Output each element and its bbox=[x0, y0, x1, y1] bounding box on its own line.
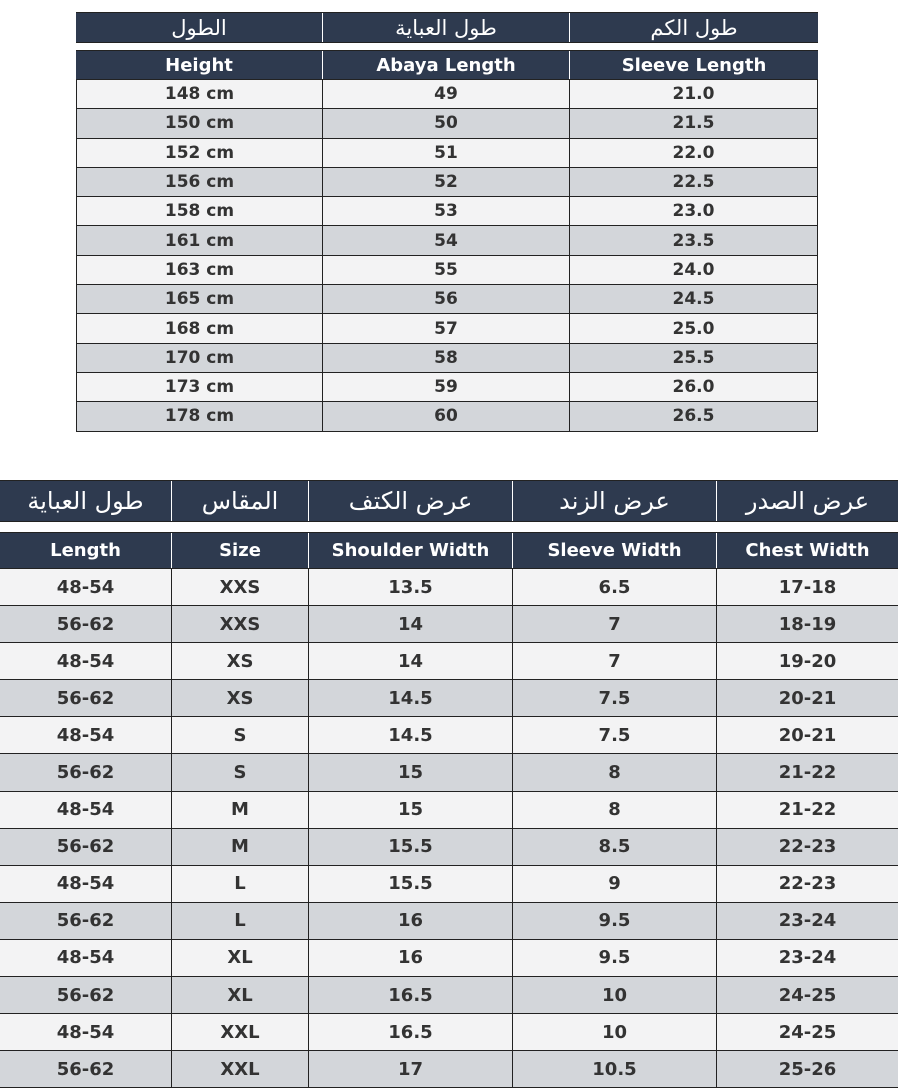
table-cell: 51 bbox=[323, 139, 570, 167]
table-cell: 56-62 bbox=[0, 606, 172, 642]
table-cell: 7 bbox=[513, 643, 717, 679]
table-cell: 22-23 bbox=[778, 873, 837, 895]
table-cell: XXL bbox=[172, 1051, 309, 1087]
table-cell: 165 cm bbox=[77, 285, 323, 313]
header-height: Height bbox=[76, 51, 323, 79]
table-cell: 54 bbox=[323, 226, 570, 254]
table-cell: 173 cm bbox=[77, 373, 323, 401]
table-row bbox=[0, 1013, 898, 1050]
arabic-header-shoulder-width: عرض الكتف bbox=[309, 481, 513, 521]
table-row bbox=[77, 372, 817, 401]
table-cell: 148 cm bbox=[77, 80, 323, 108]
table-cell: 7.5 bbox=[513, 717, 717, 753]
table-row bbox=[77, 225, 817, 254]
arabic-header-chest-width: عرض الصدر bbox=[745, 487, 870, 515]
table-cell: 20-21 bbox=[778, 724, 837, 746]
table-cell: 59 bbox=[323, 373, 570, 401]
size-measurements-table bbox=[0, 480, 898, 1088]
arabic-header-row bbox=[76, 12, 818, 43]
table-row bbox=[77, 196, 817, 225]
table-cell: 53 bbox=[323, 197, 570, 225]
table-cell: 168 cm bbox=[77, 314, 323, 342]
table-body bbox=[0, 568, 898, 1088]
table-cell: 161 cm bbox=[77, 226, 323, 254]
table-row bbox=[77, 284, 817, 313]
table-cell: M bbox=[172, 792, 309, 828]
table-row bbox=[0, 865, 898, 902]
table-cell: 56 bbox=[323, 285, 570, 313]
table-cell: 24-25 bbox=[778, 984, 837, 1006]
table-cell: 23.0 bbox=[672, 201, 715, 222]
table-cell: 23-24 bbox=[778, 910, 837, 932]
table-cell: 26.0 bbox=[672, 377, 715, 398]
table-cell: 21-22 bbox=[778, 762, 837, 784]
height-size-table bbox=[76, 12, 818, 432]
table-cell: 19-20 bbox=[778, 650, 837, 672]
table-cell: L bbox=[172, 866, 309, 902]
table-cell: 17 bbox=[309, 1051, 513, 1087]
table-cell: 52 bbox=[323, 168, 570, 196]
table-cell: 56-62 bbox=[0, 903, 172, 939]
table-row bbox=[0, 1050, 898, 1087]
table-cell: 14.5 bbox=[309, 680, 513, 716]
arabic-header-length: طول العباية bbox=[0, 481, 172, 521]
arabic-header-abaya-length: طول العباية bbox=[323, 13, 570, 42]
table-row bbox=[77, 79, 817, 108]
header-row bbox=[0, 532, 898, 568]
table-row bbox=[0, 605, 898, 642]
table-cell: 48-54 bbox=[0, 643, 172, 679]
table-cell: 48-54 bbox=[0, 866, 172, 902]
table-cell: 56-62 bbox=[0, 977, 172, 1013]
table-cell: 15 bbox=[309, 754, 513, 790]
table-cell: 56-62 bbox=[0, 829, 172, 865]
table-cell: 152 cm bbox=[77, 139, 323, 167]
table-cell: XL bbox=[172, 940, 309, 976]
table-cell: 9.5 bbox=[513, 903, 717, 939]
table-cell: 21.0 bbox=[672, 84, 715, 105]
table-cell: 21-22 bbox=[778, 799, 837, 821]
table-cell: 9.5 bbox=[513, 940, 717, 976]
table-row bbox=[0, 753, 898, 790]
table-row bbox=[77, 401, 817, 430]
table-cell: 23.5 bbox=[672, 230, 715, 251]
table-row bbox=[77, 108, 817, 137]
table-cell: 24-25 bbox=[778, 1021, 837, 1043]
header-length: Length bbox=[0, 533, 172, 568]
table-cell: 8 bbox=[513, 754, 717, 790]
table-cell: 24.0 bbox=[672, 259, 715, 280]
arabic-header-size: المقاس bbox=[172, 481, 309, 521]
table-cell: 21.5 bbox=[672, 113, 715, 134]
table-cell: 56-62 bbox=[0, 1051, 172, 1087]
table-cell: 48-54 bbox=[0, 940, 172, 976]
table-cell: 16.5 bbox=[309, 1014, 513, 1050]
header-shoulder-width: Shoulder Width bbox=[309, 533, 513, 568]
table-cell: 15.5 bbox=[309, 829, 513, 865]
header-sleeve-length: Sleeve Length bbox=[621, 54, 767, 76]
table-row bbox=[0, 568, 898, 605]
table-cell: M bbox=[172, 829, 309, 865]
table-cell: 17-18 bbox=[778, 576, 837, 598]
table-cell: 10 bbox=[513, 1014, 717, 1050]
table-cell: 14 bbox=[309, 606, 513, 642]
table-row bbox=[0, 976, 898, 1013]
table-cell: 56-62 bbox=[0, 680, 172, 716]
table-row bbox=[0, 716, 898, 753]
table-cell: 24.5 bbox=[672, 289, 715, 310]
table-cell: 25-26 bbox=[778, 1058, 837, 1080]
table-cell: 13.5 bbox=[309, 569, 513, 605]
table-row bbox=[0, 642, 898, 679]
table-row bbox=[0, 902, 898, 939]
table-cell: 48-54 bbox=[0, 569, 172, 605]
table-cell: 48-54 bbox=[0, 1014, 172, 1050]
table-cell: XS bbox=[172, 680, 309, 716]
table-cell: 60 bbox=[323, 402, 570, 430]
table-cell: 16 bbox=[309, 903, 513, 939]
table-cell: 22.5 bbox=[672, 172, 715, 193]
table-cell: 14 bbox=[309, 643, 513, 679]
table-cell: 49 bbox=[323, 80, 570, 108]
table-cell: S bbox=[172, 754, 309, 790]
table-cell: 48-54 bbox=[0, 717, 172, 753]
table-cell: 25.5 bbox=[672, 347, 715, 368]
arabic-header-sleeve-length: طول الكم bbox=[650, 15, 738, 40]
table-cell: 163 cm bbox=[77, 256, 323, 284]
table-row bbox=[77, 255, 817, 284]
table-body bbox=[76, 79, 818, 432]
table-cell: 8.5 bbox=[513, 829, 717, 865]
table-cell: 55 bbox=[323, 256, 570, 284]
table-cell: 8 bbox=[513, 792, 717, 828]
table-cell: 150 cm bbox=[77, 109, 323, 137]
table-cell: 18-19 bbox=[778, 613, 837, 635]
table-row bbox=[77, 313, 817, 342]
table-cell: S bbox=[172, 717, 309, 753]
table-cell: 15 bbox=[309, 792, 513, 828]
table-cell: 10 bbox=[513, 977, 717, 1013]
table-row bbox=[0, 679, 898, 716]
table-cell: 57 bbox=[323, 314, 570, 342]
table-cell: 56-62 bbox=[0, 754, 172, 790]
table-cell: 23-24 bbox=[778, 947, 837, 969]
header-row bbox=[76, 50, 818, 79]
table-cell: XXS bbox=[172, 606, 309, 642]
table-cell: XXS bbox=[172, 569, 309, 605]
table-row bbox=[77, 138, 817, 167]
table-cell: 156 cm bbox=[77, 168, 323, 196]
table-cell: 7.5 bbox=[513, 680, 717, 716]
table-row bbox=[77, 343, 817, 372]
table-cell: 9 bbox=[513, 866, 717, 902]
header-chest-width: Chest Width bbox=[745, 540, 870, 561]
table-cell: 16.5 bbox=[309, 977, 513, 1013]
table-cell: 15.5 bbox=[309, 866, 513, 902]
table-row bbox=[0, 828, 898, 865]
arabic-header-row bbox=[0, 480, 898, 522]
table-cell: XXL bbox=[172, 1014, 309, 1050]
header-abaya-length: Abaya Length bbox=[323, 51, 570, 79]
table-cell: 22.0 bbox=[672, 142, 715, 163]
table-cell: 50 bbox=[323, 109, 570, 137]
table-cell: 20-21 bbox=[778, 687, 837, 709]
table-row bbox=[0, 791, 898, 828]
table-cell: 10.5 bbox=[513, 1051, 717, 1087]
table-cell: 14.5 bbox=[309, 717, 513, 753]
table-cell: 158 cm bbox=[77, 197, 323, 225]
table-row bbox=[0, 939, 898, 976]
table-cell: 178 cm bbox=[77, 402, 323, 430]
table-cell: XL bbox=[172, 977, 309, 1013]
table-row bbox=[77, 167, 817, 196]
table-cell: L bbox=[172, 903, 309, 939]
table-cell: 58 bbox=[323, 344, 570, 372]
arabic-header-sleeve-width: عرض الزند bbox=[513, 481, 717, 521]
table-cell: XS bbox=[172, 643, 309, 679]
header-sleeve-width: Sleeve Width bbox=[513, 533, 717, 568]
header-size: Size bbox=[172, 533, 309, 568]
table-cell: 48-54 bbox=[0, 792, 172, 828]
arabic-header-height: الطول bbox=[76, 13, 323, 42]
table-cell: 16 bbox=[309, 940, 513, 976]
table-cell: 170 cm bbox=[77, 344, 323, 372]
table-cell: 25.0 bbox=[672, 318, 715, 339]
table-cell: 7 bbox=[513, 606, 717, 642]
table-cell: 6.5 bbox=[513, 569, 717, 605]
table-cell: 22-23 bbox=[778, 836, 837, 858]
table-cell: 26.5 bbox=[672, 406, 715, 427]
